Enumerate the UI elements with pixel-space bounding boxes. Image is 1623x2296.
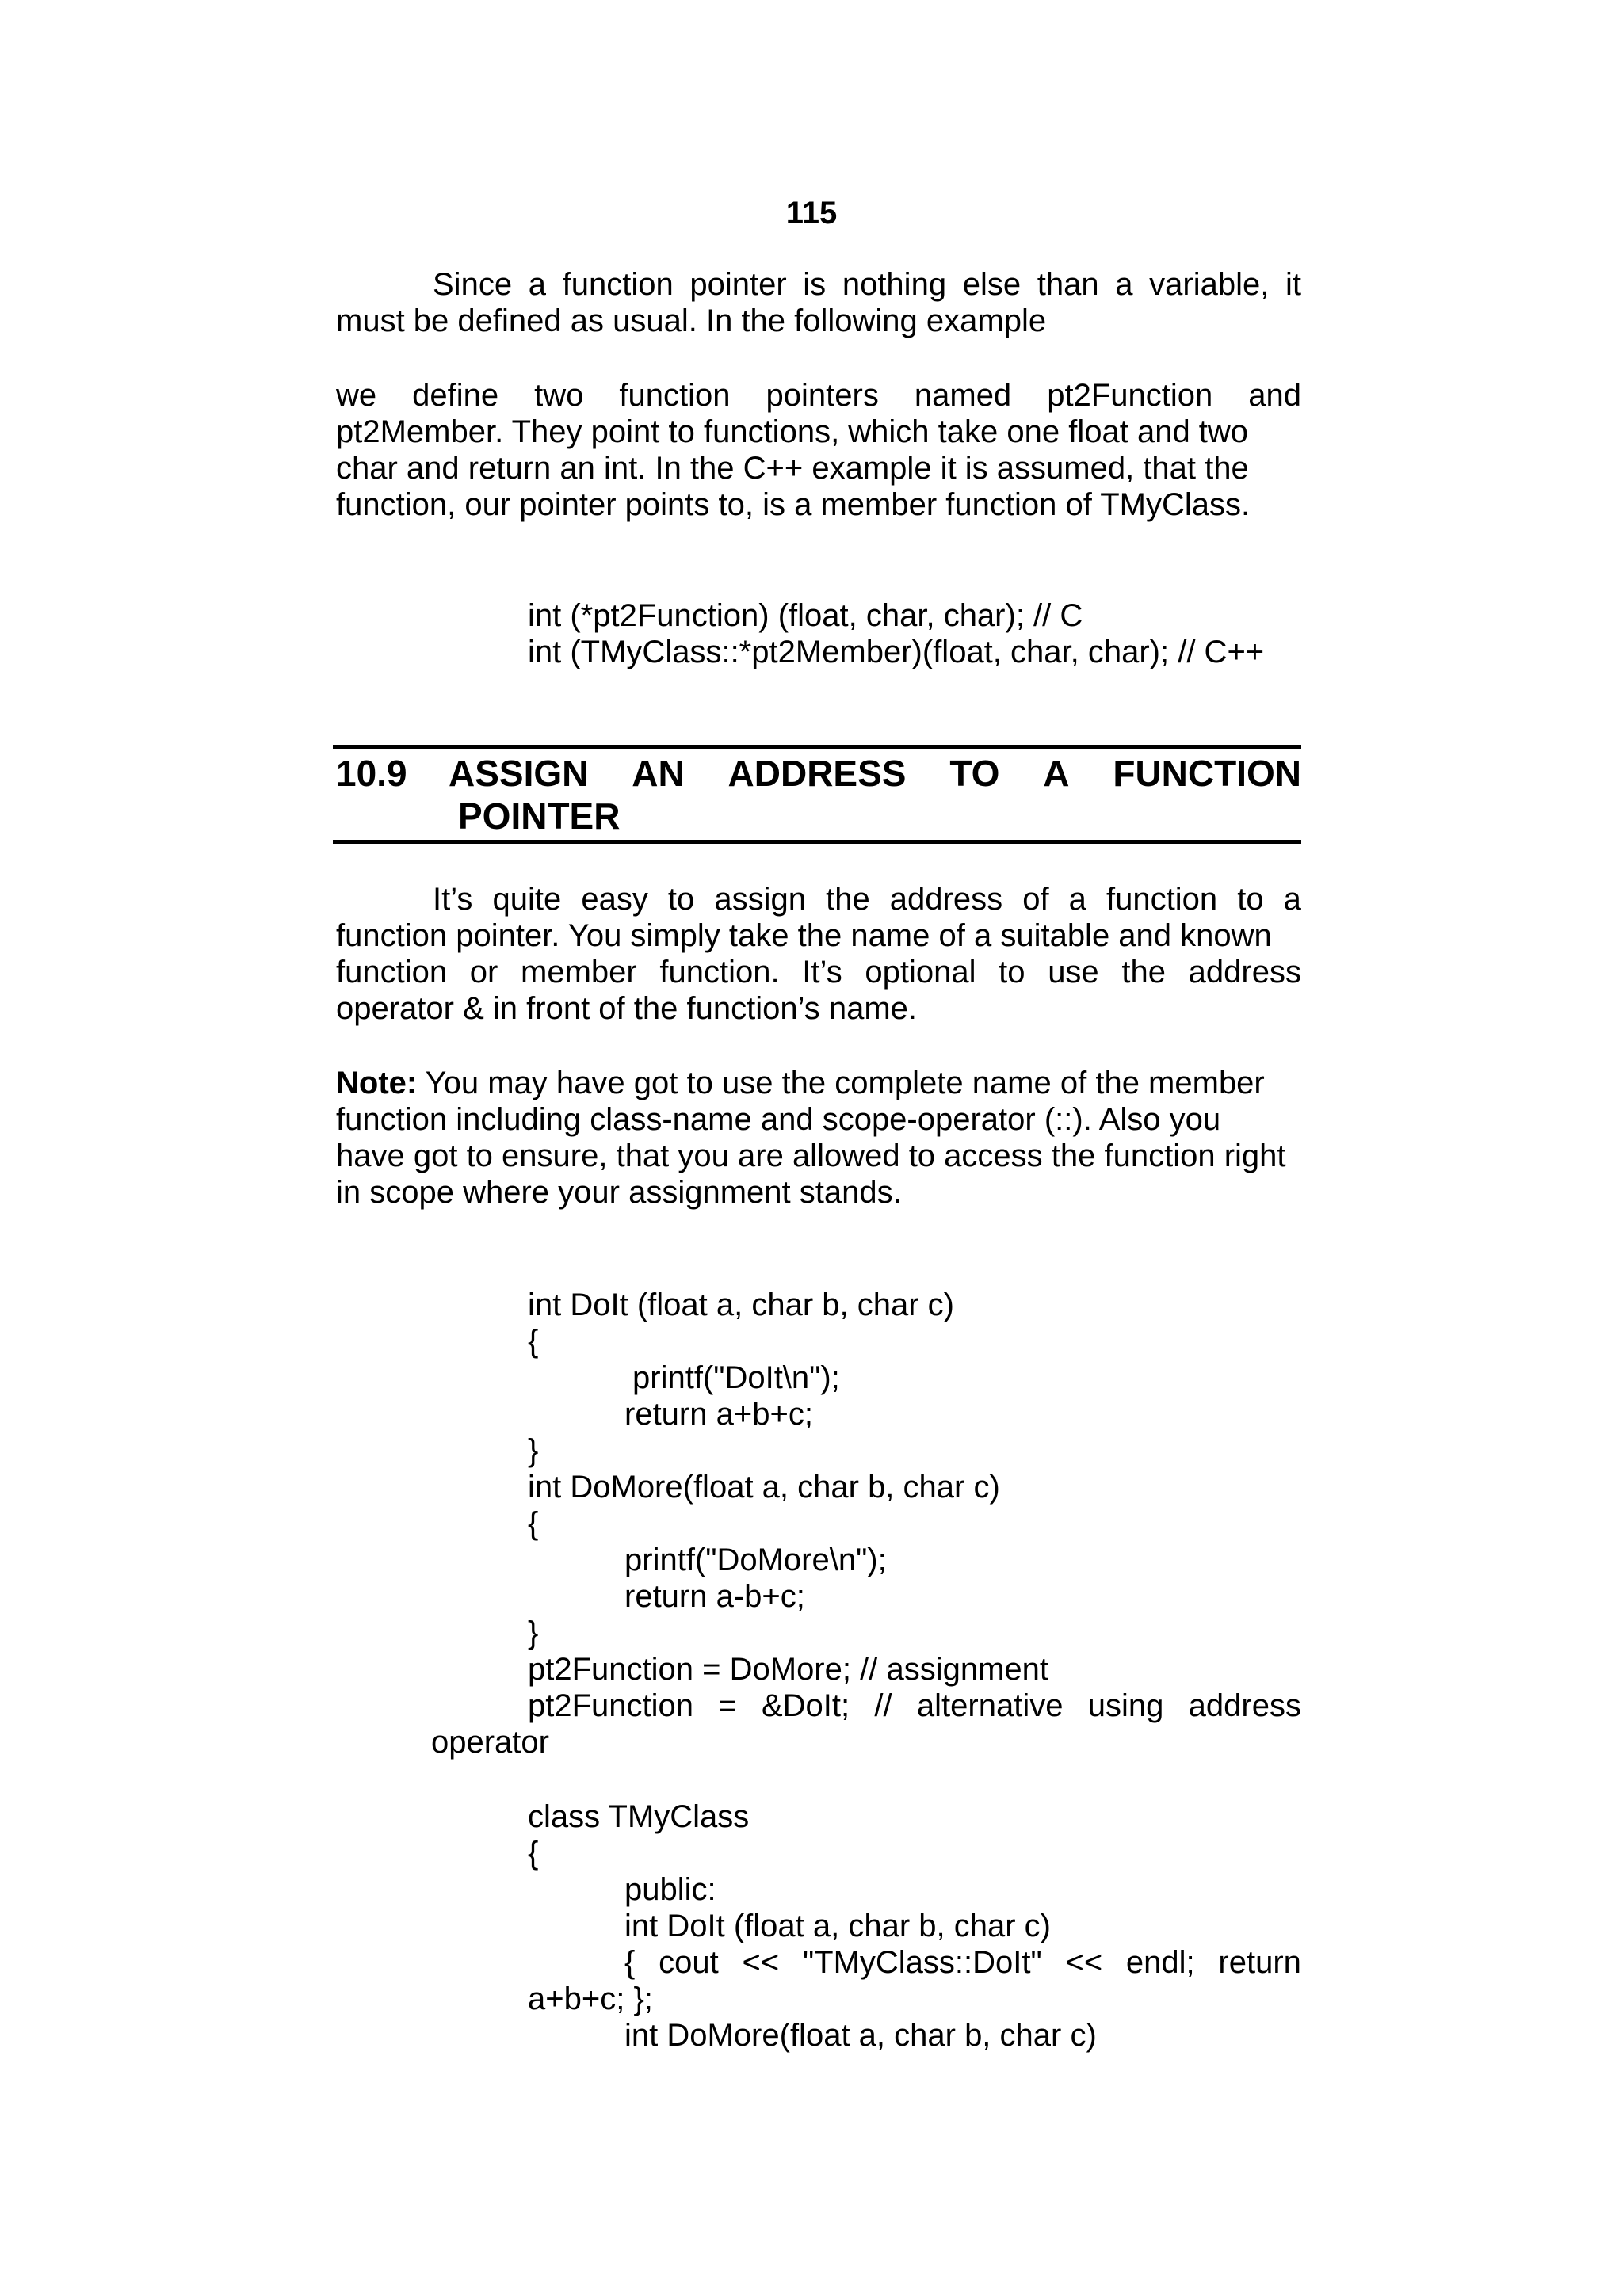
- word: a: [1115, 267, 1133, 302]
- heading-bottom-rule: [333, 840, 1301, 844]
- code-token: //: [874, 1688, 892, 1723]
- code-line: class TMyClass: [528, 1799, 750, 1834]
- heading-top-rule: [333, 745, 1301, 749]
- code-line: {: [528, 1506, 539, 1541]
- code-line: {: [528, 1324, 539, 1359]
- intro-p2-line-4: function, our pointer points to, is a member function of TMyClass.: [336, 487, 1251, 522]
- heading-word: TO: [949, 753, 1000, 794]
- intro-line-2: must be defined as usual. In the following example: [336, 303, 1047, 338]
- word: function.: [659, 955, 780, 990]
- note-line-1-text: You may have got to use the complete name of the member: [425, 1066, 1265, 1100]
- word: member: [521, 955, 637, 990]
- heading-word: AN: [632, 753, 685, 794]
- code-line: printf("DoIt\n");: [632, 1360, 840, 1395]
- code-line: }: [528, 1615, 539, 1650]
- code-line: a+b+c; };: [528, 1981, 653, 2016]
- word: two: [534, 378, 584, 413]
- para3-line-4: operator & in front of the function’s name.: [336, 991, 918, 1026]
- code-line: return a-b+c;: [624, 1579, 805, 1614]
- code-token: endl;: [1125, 1945, 1195, 1980]
- word: to: [999, 955, 1025, 990]
- section-title-line-2: POINTER: [458, 795, 621, 837]
- note-line-4: in scope where your assignment stands.: [336, 1175, 902, 1210]
- code-line: operator: [431, 1725, 549, 1760]
- code-line: int DoIt (float a, char b, char c): [528, 1287, 954, 1322]
- word: pointer: [689, 267, 787, 302]
- word: Since: [433, 267, 513, 302]
- code-token: cout: [659, 1945, 719, 1980]
- intro-p2-line-1: [336, 377, 1301, 414]
- code-token: {: [624, 1945, 636, 1980]
- code-line: int (*pt2Function) (float, char, char); // C: [528, 598, 1083, 633]
- word: is: [803, 267, 827, 302]
- heading-word: A: [1043, 753, 1070, 794]
- note-line-1: [336, 1065, 1265, 1101]
- word: we: [336, 378, 377, 413]
- code-line-justified: [528, 1688, 1301, 1724]
- word: else: [962, 267, 1022, 302]
- intro-p2-line-2: pt2Member. They point to functions, which take one float and two: [336, 414, 1249, 449]
- code-line: }: [528, 1433, 539, 1468]
- word: or: [469, 955, 498, 990]
- note-label: Note:: [336, 1066, 418, 1100]
- code-line: int (TMyClass::*pt2Member)(float, char, char); // C++: [528, 635, 1265, 669]
- code-line: int DoMore(float a, char b, char c): [624, 2018, 1097, 2053]
- word: pointers: [766, 378, 879, 413]
- word: quite: [492, 882, 562, 917]
- code-token: pt2Function: [528, 1688, 694, 1723]
- page-number: 115: [785, 196, 838, 231]
- section-title-line-1: [449, 753, 1301, 794]
- word: nothing: [842, 267, 947, 302]
- word: the: [1121, 955, 1166, 990]
- code-token: return: [1218, 1945, 1301, 1980]
- word: it: [1285, 267, 1301, 302]
- word: optional: [865, 955, 976, 990]
- word: define: [412, 378, 499, 413]
- word: of: [1022, 882, 1049, 917]
- note-line-2: function including class-name and scope-operator (::). Also you: [336, 1102, 1221, 1137]
- word: named: [914, 378, 1012, 413]
- word: function: [336, 955, 448, 990]
- word: assign: [714, 882, 806, 917]
- word: function: [619, 378, 731, 413]
- code-line: int DoMore(float a, char b, char c): [528, 1470, 1000, 1505]
- word: It’s: [802, 955, 842, 990]
- word: address: [889, 882, 1003, 917]
- heading-word: ASSIGN: [449, 753, 589, 794]
- word: a: [1283, 882, 1301, 917]
- word: pt2Function: [1047, 378, 1213, 413]
- word: and: [1248, 378, 1301, 413]
- word: variable,: [1149, 267, 1270, 302]
- word: function: [562, 267, 674, 302]
- code-token: alternative: [916, 1688, 1064, 1723]
- code-token: address: [1188, 1688, 1301, 1723]
- word: to: [667, 882, 695, 917]
- code-line: return a+b+c;: [624, 1397, 813, 1432]
- word: address: [1188, 955, 1301, 990]
- para3-line-3: [336, 954, 1301, 990]
- word: easy: [581, 882, 648, 917]
- word: use: [1048, 955, 1099, 990]
- code-token: &DoIt;: [761, 1688, 850, 1723]
- word: the: [826, 882, 870, 917]
- word: to: [1237, 882, 1264, 917]
- section-number: 10.9: [336, 753, 407, 794]
- code-token: using: [1087, 1688, 1164, 1723]
- note-line-3: have got to ensure, that you are allowed to access the function right: [336, 1138, 1286, 1173]
- intro-line-1: [433, 266, 1301, 303]
- code-token: =: [718, 1688, 737, 1723]
- code-token: <<: [1065, 1945, 1103, 1980]
- code-line: printf("DoMore\n");: [624, 1543, 887, 1577]
- code-line: public:: [624, 1872, 716, 1907]
- para3-line-1: [433, 881, 1301, 917]
- code-token: <<: [742, 1945, 780, 1980]
- word: a: [528, 267, 546, 302]
- word: a: [1068, 882, 1086, 917]
- heading-word: ADDRESS: [727, 753, 907, 794]
- intro-p2-line-3: char and return an int. In the C++ example it is assumed, that the: [336, 451, 1249, 486]
- code-token: "TMyClass::DoIt": [802, 1945, 1042, 1980]
- word: It’s: [433, 882, 473, 917]
- word: than: [1037, 267, 1099, 302]
- code-line: pt2Function = DoMore; // assignment: [528, 1652, 1048, 1687]
- heading-word: FUNCTION: [1113, 753, 1301, 794]
- code-line-justified: [624, 1944, 1301, 1981]
- code-line: int DoIt (float a, char b, char c): [624, 1909, 1051, 1943]
- word: function: [1106, 882, 1218, 917]
- para3-line-2: function pointer. You simply take the name of a suitable and known: [336, 918, 1272, 953]
- code-line: {: [528, 1836, 539, 1871]
